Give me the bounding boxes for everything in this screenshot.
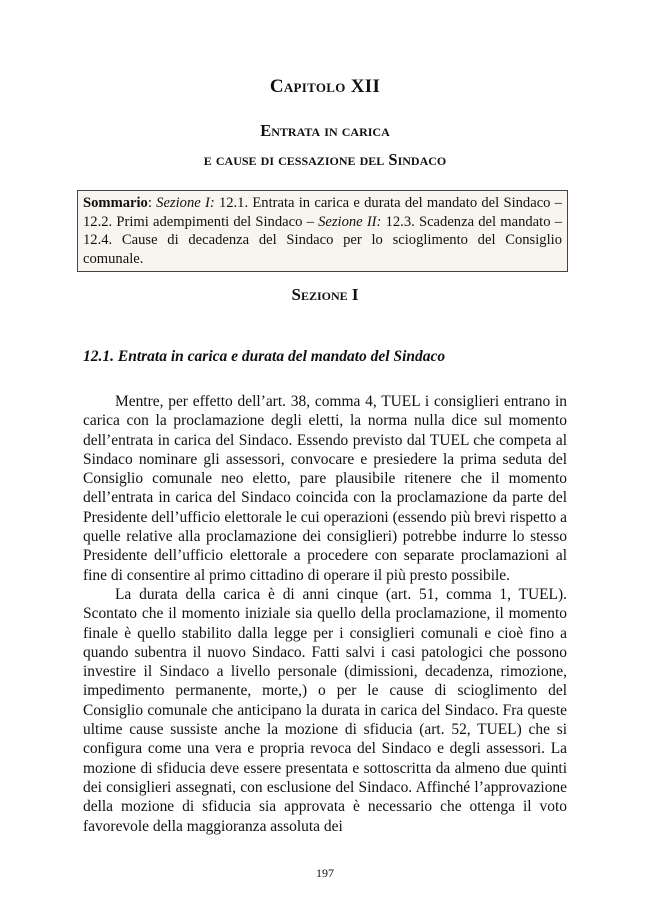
summary-text-2: 12.3. Scadenza del mandato –12.4. Cause di decadenza del Sindaco per lo scioglimento del Consiglio comunale. (83, 213, 562, 267)
body-paragraph-1: Mentre, per effetto dell’art. 38, comma 4, TUEL i consiglieri entrano in carica con la proclamazione degli eletti, la norma nulla dice sul momento dell’entrata in carica del Sindaco. Essendo previsto dal TUEL che competa al Sindaco nominare gli assessori, convocare e presiedere la prima seduta del Consiglio comunale neo eletto, pare plausibile ritenere che il momento dell’entrata in carica del Sindaco coincida con la proclamazione da parte del Presidente dell’ufficio elettorale le cui operazioni (essendo più brevi rispetto a quelle relative alla proclamazione dei consiglieri) potrebbe indurre lo stesso Presidente dell’ufficio elettorale a procedere con separate proclamazioni al fine di consentire al primo cittadino di operare il più presto possibile. (83, 393, 567, 584)
summary-section-1-label: Sezione I: (156, 195, 215, 211)
summary-label: Sommario (83, 195, 148, 211)
summary-box (77, 190, 568, 272)
body-paragraph-2: La durata della carica è di anni cinque (art. 51, comma 1, TUEL). Scontato che il momento iniziale sia quello della proclamazione, il momento finale è quello stabilito dalla legge per i consiglieri comunali e cioè fino a quando subentra il nuovo Sindaco. Fatti salvi i casi patologici che possono investire il Sindaco a livello personale (dimissioni, decadenza, rimozione, impedimento permanente, morte,) o per le cause di scioglimento del Consiglio comunale che anticipano la durata in carica del Sindaco. Fra queste ultime cause sussiste anche la mozione di sfiducia (art. 52, TUEL) che si configura come una vera e propria revoca del Sindaco e degli assessori. La mozione di sfiducia deve essere presentata e sottoscritta da almeno due quinti dei consiglieri assegnati, con esclusione del Sindaco. Affinché l’approvazione della mozione di sfiducia sia approvata è necessario che ottenga il voto favorevole della maggioranza assoluta dei (83, 585, 567, 835)
section-title: Sezione I (291, 285, 359, 304)
summary-section-2-label: Sezione II: (318, 213, 382, 230)
chapter-title: Capitolo XII (269, 76, 381, 97)
summary-text-1: 12.1. Entrata in carica e durata del mandato del Sindaco – 12.2. Primi adempimenti del Sindaco – (83, 195, 563, 230)
subsection-heading: 12.1. Entrata in carica e durata del mandato del Sindaco (83, 348, 446, 365)
body-text (83, 392, 567, 836)
chapter-subtitle-line-2: e cause di cessazione del Sindaco (203, 150, 447, 169)
chapter-subtitle-line-1: Entrata in carica (260, 121, 390, 140)
page-number: 197 (316, 866, 334, 880)
summary-colon: : (147, 195, 157, 211)
